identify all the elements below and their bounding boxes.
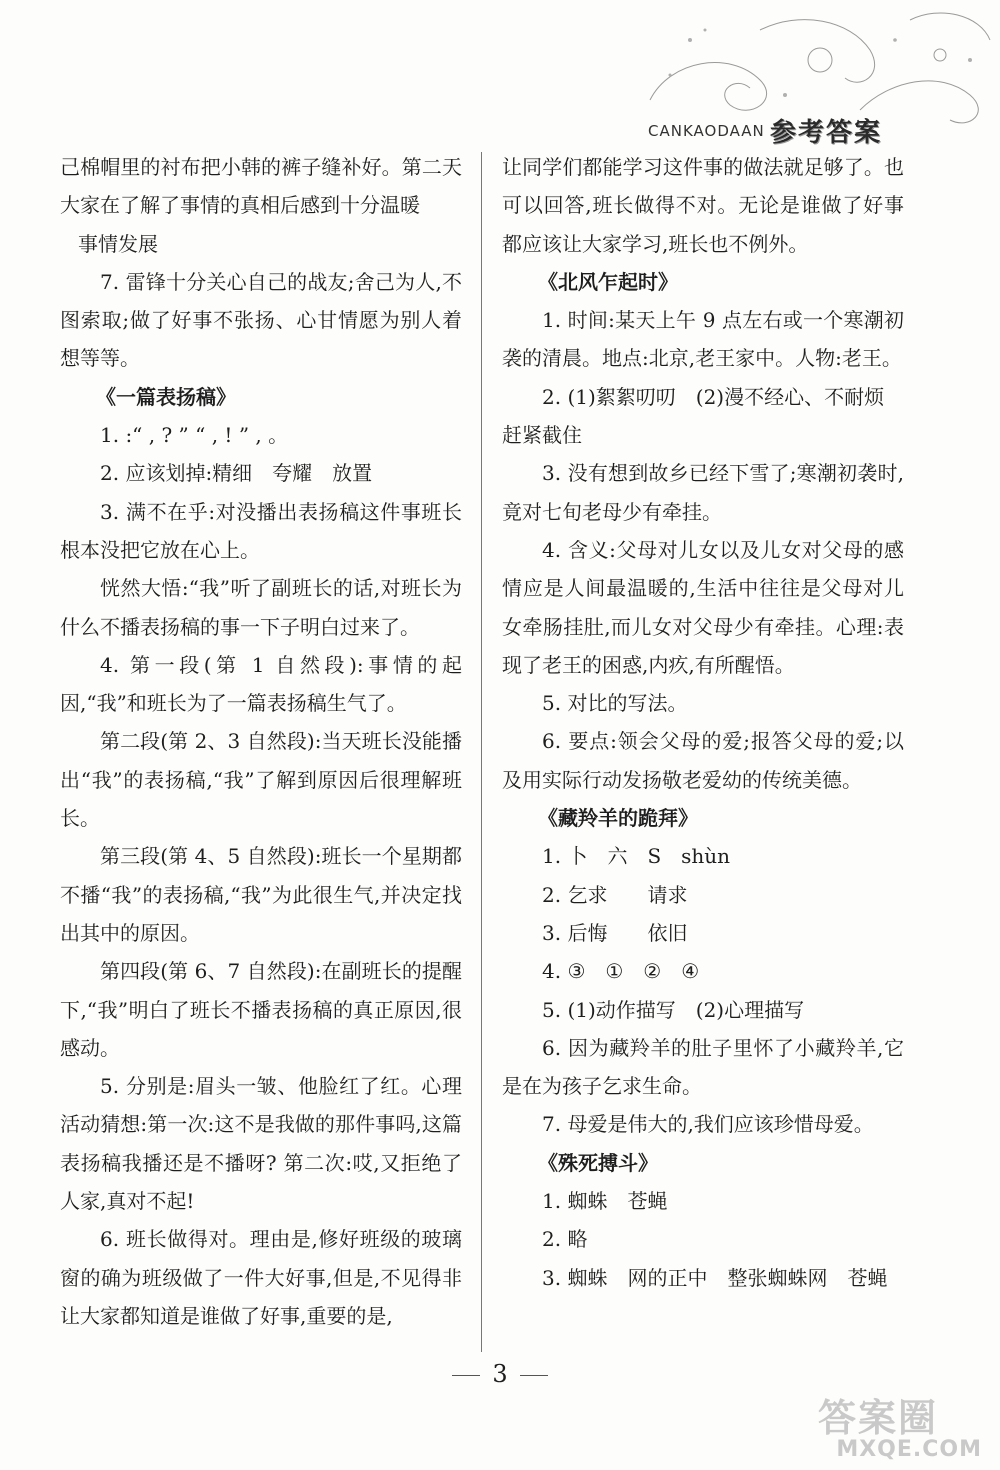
answer-paragraph: 5. (1)动作描写 (2)心理描写 — [542, 997, 805, 1022]
answer-paragraph: 3. 满不在乎:对没播出表扬稿这件事班长根本没把它放在心上。 — [60, 499, 462, 562]
footer-dash-left — [452, 1375, 480, 1376]
watermark-url: MXQE.COM — [836, 1437, 982, 1462]
answer-paragraph: 第四段(第 6、7 自然段):在副班长的提醒下,“我”明白了班长不播表扬稿的真正原因,很感动。 — [60, 959, 462, 1060]
answer-paragraph: 7. 雷锋十分关心自己的战友;舍己为人,不图索取;做了好事不张扬、心甘情愿为别人着想等等。 — [60, 269, 462, 371]
answer-paragraph: 2. 乞求 请求 — [542, 882, 688, 907]
answer-paragraph: 赶紧截住 — [502, 423, 582, 448]
answer-paragraph: 恍然大悟:“我”听了副班长的话,对班长为什么不播表扬稿的事一下子明白过来了。 — [60, 576, 462, 639]
answer-paragraph: 7. 母爱是伟大的,我们应该珍惜母爱。 — [542, 1112, 874, 1137]
answer-paragraph: 事情发展 — [78, 231, 158, 256]
answer-paragraph: 2. 略 — [542, 1227, 588, 1252]
answer-paragraph: 第二段(第 2、3 自然段):当天班长没能播出“我”的表扬稿,“我”了解到原因后很理解班长。 — [60, 729, 462, 831]
answer-paragraph: 己棉帽里的衬布把小韩的裤子缝补好。第二天大家在了解了事情的真相后感到十分温暖 — [60, 155, 462, 218]
answer-paragraph: 3. 蜘蛛 网的正中 整张蜘蛛网 苍蝇 — [542, 1265, 888, 1290]
header-section-title: 参考答案 — [770, 118, 883, 148]
answer-paragraph: 3. 后悔 依旧 — [542, 920, 688, 945]
column-divider — [481, 152, 482, 1352]
answer-paragraph: 3. 没有想到故乡已经下雪了;寒潮初袭时,竟对七旬老母少有牵挂。 — [502, 461, 904, 524]
section-heading: 《一篇表扬稿》 — [96, 384, 236, 409]
answer-paragraph: 5. 分别是:眉头一皱、他脸红了红。心理活动猜想:第一次:这不是我做的那件事吗,这篇表扬稿我播还是不播呀? 第二次:哎,又拒绝了人家,真对不起! — [60, 1074, 462, 1214]
section-heading: 《藏羚羊的跪拜》 — [538, 806, 698, 831]
answer-paragraph: 6. 班长做得对。理由是,修好班级的玻璃窗的确为班级做了一件大好事,但是,不见得非让大家都知道是谁做了好事,重要的是, — [60, 1227, 462, 1328]
section-heading: 《殊死搏斗》 — [538, 1150, 658, 1175]
right-column — [502, 148, 904, 1297]
answer-paragraph: 4. 含义:父母对儿女以及儿女对父母的感情应是人间最温暖的,生活中往往是父母对儿女牵肠挂肚,而儿女对父母少有牵挂。心理:表现了老王的困惑,内疚,有所醒悟。 — [502, 537, 904, 677]
footer-dash-right — [520, 1375, 548, 1376]
answer-paragraph: 5. 对比的写法。 — [542, 691, 688, 716]
page-number: 3 — [492, 1360, 508, 1388]
answer-paragraph: 4. ③ ① ② ④ — [542, 959, 700, 984]
answer-paragraph: 第三段(第 4、5 自然段):班长一个星期都不播“我”的表扬稿,“我”为此很生气,并决定找出其中的原因。 — [60, 844, 462, 945]
answer-paragraph: 4. 第一段(第 1 自然段):事情的起因,“我”和班长为了一篇表扬稿生气了。 — [60, 652, 462, 716]
answer-paragraph: 1. 时间:某天上午 9 点左右或一个寒潮初袭的清晨。地点:北京,老王家中。人物:老王。 — [502, 308, 904, 371]
left-column — [60, 148, 462, 1335]
answer-paragraph: 1. :“ , ? ” “ , ! ” , 。 — [100, 423, 289, 448]
answer-paragraph: 1. 卜 六 S shùn — [542, 844, 731, 869]
answer-paragraph: 2. 应该划掉:精细 夸耀 放置 — [100, 461, 373, 486]
answer-paragraph: 1. 蜘蛛 苍蝇 — [542, 1189, 668, 1214]
site-watermark — [818, 1398, 988, 1464]
watermark-logo-text: 答案圈 — [818, 1396, 939, 1440]
answer-paragraph: 让同学们都能学习这件事的做法就足够了。也可以回答,班长做得不对。无论是谁做了好事都应该让大家学习,班长也不例外。 — [502, 155, 904, 256]
answer-paragraph: 6. 要点:领会父母的爱;报答父母的爱;以及用实际行动发扬敬老爱幼的传统美德。 — [502, 729, 904, 792]
answer-paragraph: 6. 因为藏羚羊的肚子里怀了小藏羚羊,它是在为孩子乞求生命。 — [502, 1035, 904, 1099]
answer-paragraph: 2. (1)絮絮叨叨 (2)漫不经心、不耐烦 — [542, 384, 885, 409]
header-latin-label: CANKAODAAN — [648, 122, 765, 140]
page-footer — [0, 1360, 1000, 1388]
section-heading: 《北风乍起时》 — [538, 269, 678, 294]
